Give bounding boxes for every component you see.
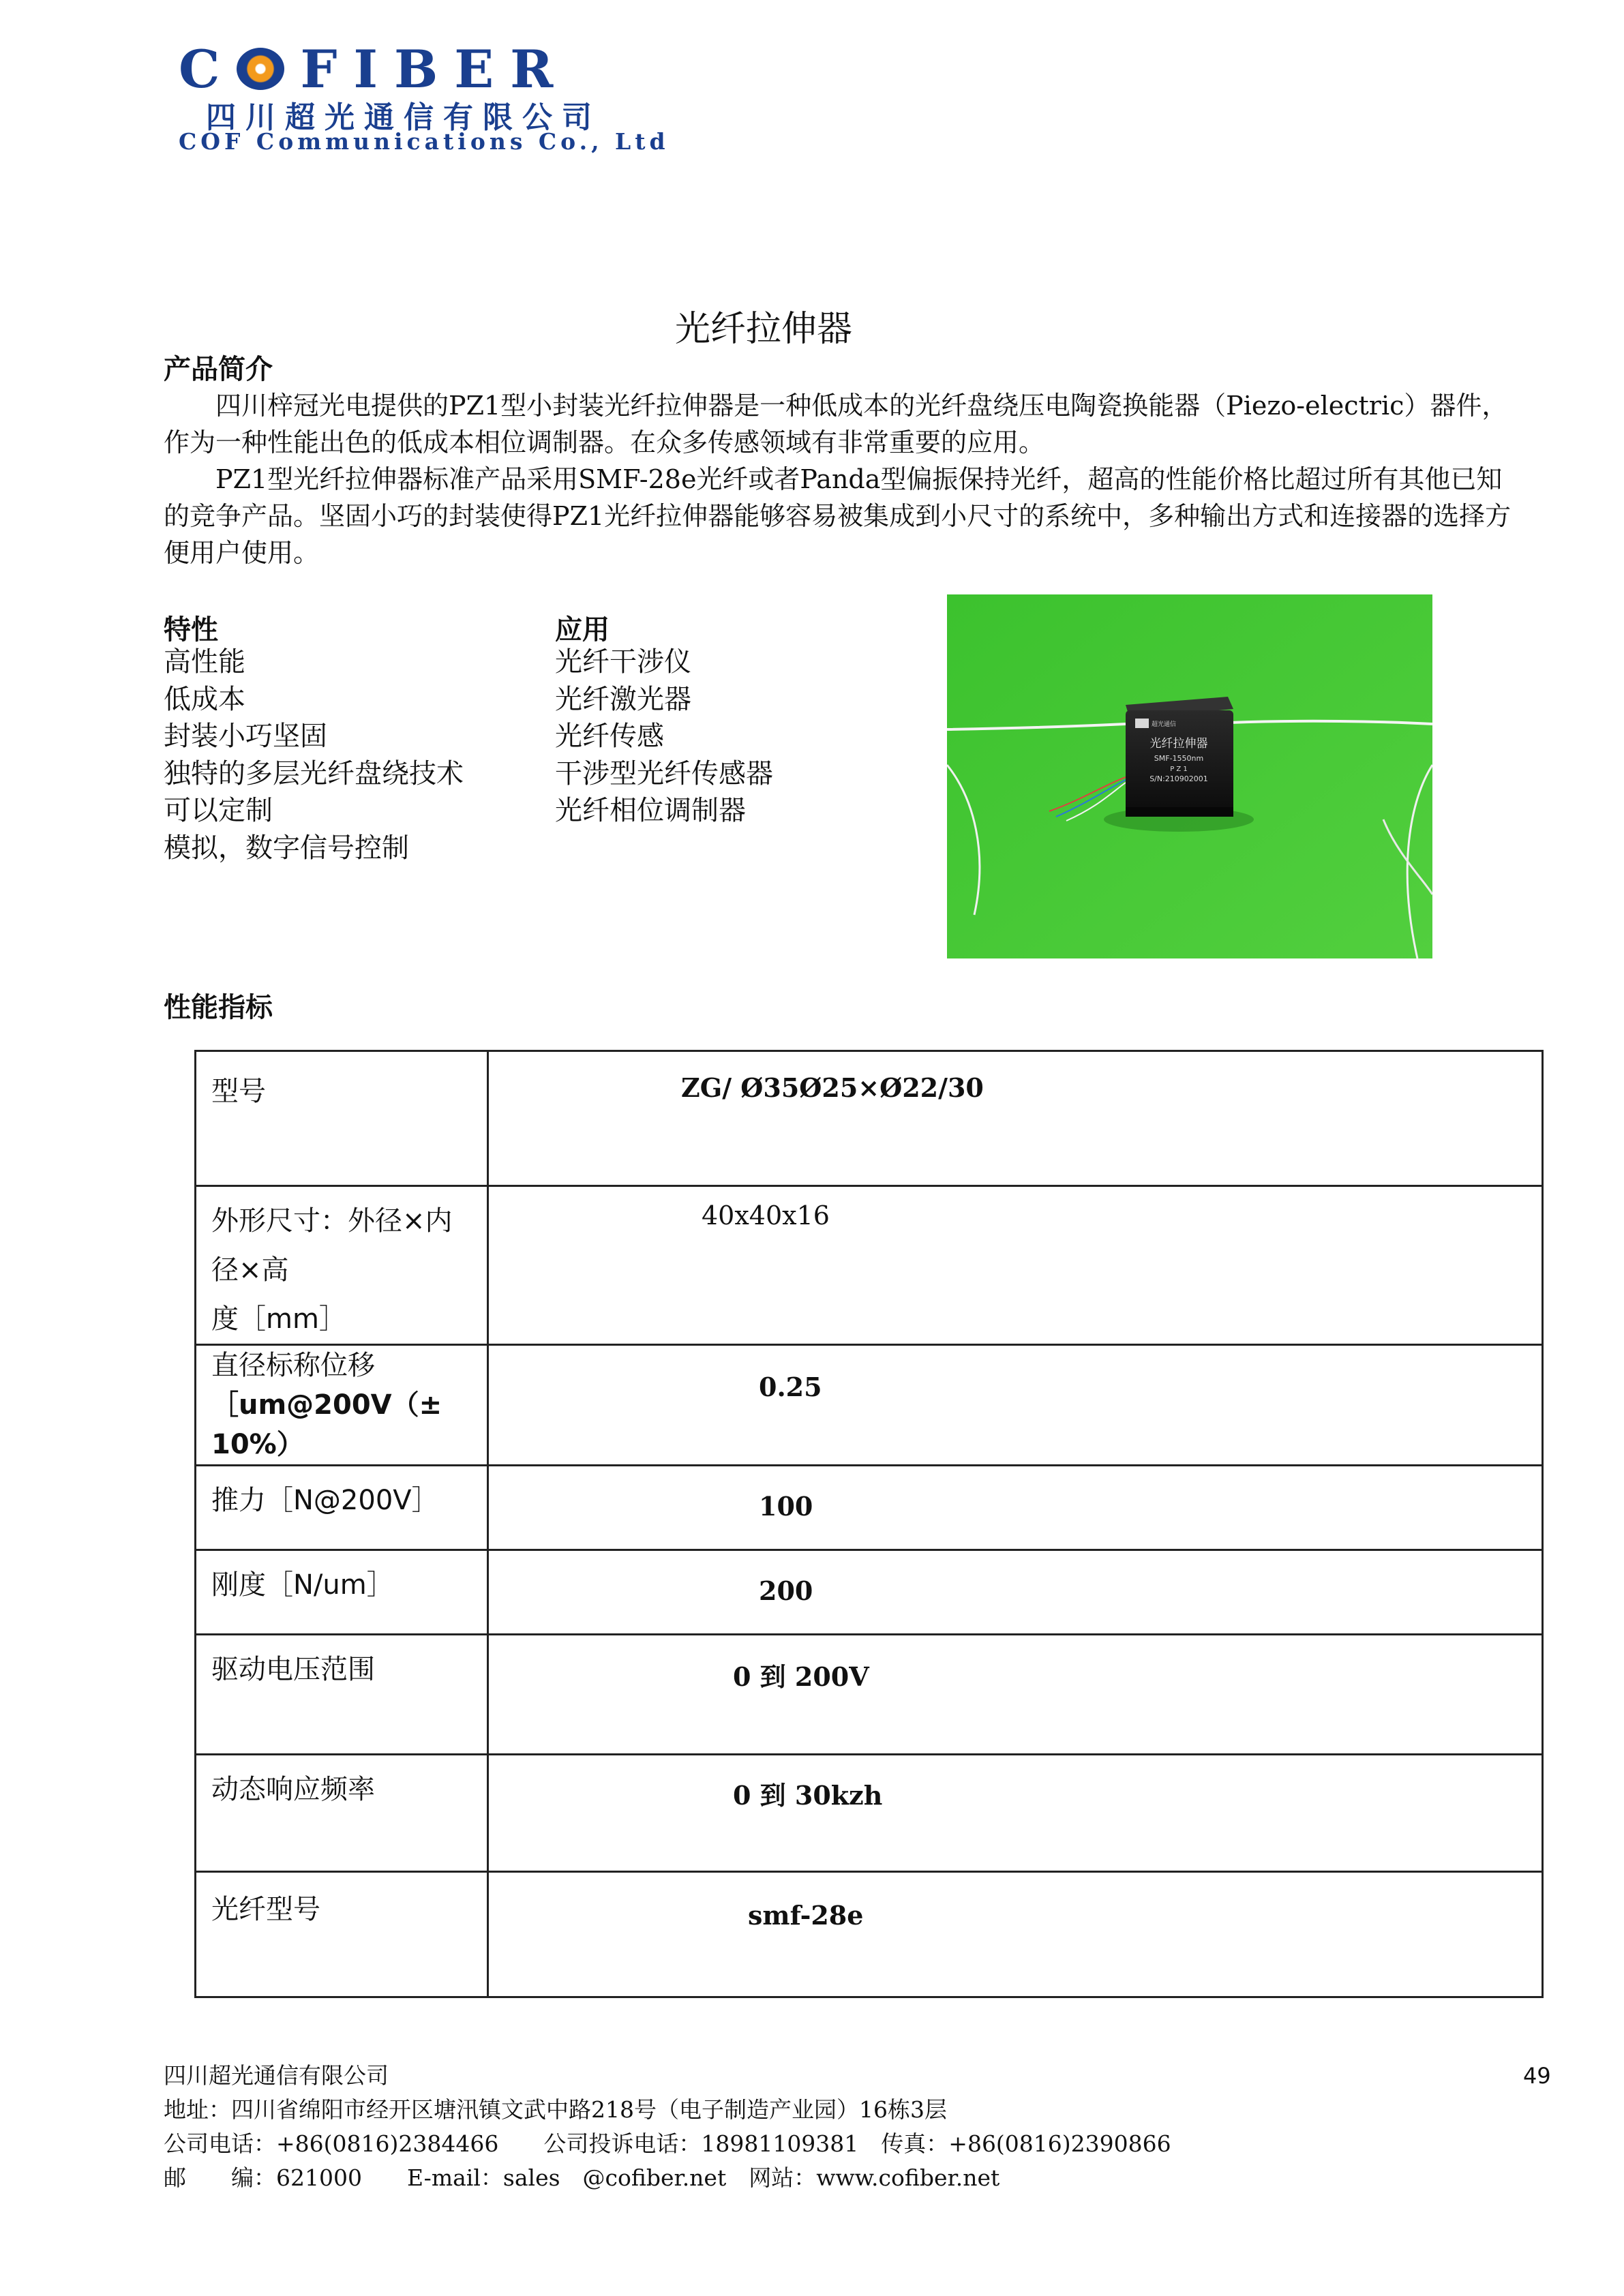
spec-value-cell xyxy=(488,1755,1543,1872)
spec-label-cell: 外形尺寸：外径×内 径×高 度［mm］ xyxy=(196,1186,488,1345)
company-logo xyxy=(179,39,792,155)
list-item: 独特的多层光纤盘绕技术 xyxy=(164,757,464,789)
page-number: 49 xyxy=(1523,2063,1551,2089)
spec-value-cell xyxy=(488,1550,1543,1635)
spec-value-cell xyxy=(488,1051,1543,1186)
photo-label-serial: S/N:210902001 xyxy=(1149,774,1208,783)
table-row xyxy=(196,1635,1543,1755)
logo-wordmark: C FIBER xyxy=(179,39,570,100)
intro-paragraph-2: PZ1型光纤拉伸器标准产品采用SMF-28e光纤或者Panda型偏振保持光纤，超高的性能价格比超过所有其他已知的竞争产品。坚固小巧的封装使得PZ1光纤拉伸器能够容易被集成到小尺寸的系统中，多种输出方式和连接器的选择方便用户使用。 xyxy=(164,464,1512,568)
fiber-stretcher-illustration xyxy=(947,594,1432,958)
list-item: 光纤激光器 xyxy=(555,683,691,715)
features-heading: 特性 xyxy=(164,614,218,646)
applications-heading: 应用 xyxy=(555,614,610,646)
intro-heading: 产品简介 xyxy=(164,354,273,385)
spec-label-cell: 光纤型号 xyxy=(196,1872,488,1997)
spec-value: 100 xyxy=(759,1491,813,1522)
list-item: 低成本 xyxy=(164,683,245,715)
spec-value-cell xyxy=(488,1345,1543,1466)
spec-heading: 性能指标 xyxy=(164,992,273,1023)
spec-value: ZG/ Ø35Ø25×Ø22/30 xyxy=(681,1072,984,1103)
list-item: 模拟，数字信号控制 xyxy=(164,832,409,864)
spec-value-cell xyxy=(488,1872,1543,1997)
spec-value: 0 到 200V xyxy=(733,1661,869,1692)
logo-chinese-name: 四川超光通信有限公司 xyxy=(206,100,601,135)
photo-label-line: SMF-1550nm xyxy=(1154,754,1204,763)
footer-contact: 邮 编：621000 E-mail：sales @cofiber.net 网站：www.cofiber.net xyxy=(164,2164,1000,2191)
spec-value: smf-28e xyxy=(748,1900,864,1931)
list-item: 干涉型光纤传感器 xyxy=(555,757,773,789)
footer-address: 地址：四川省绵阳市经开区塘汛镇文武中路218号（电子制造产业园）16栋3层 xyxy=(164,2096,947,2123)
list-item: 封装小巧坚固 xyxy=(164,721,327,752)
table-row xyxy=(196,1345,1543,1466)
list-item: 光纤传感 xyxy=(555,721,664,752)
spec-value: 0.25 xyxy=(759,1372,822,1402)
spec-label-cell: 刚度［N/um］ xyxy=(196,1550,488,1635)
spec-table xyxy=(194,1050,1544,1998)
table-row xyxy=(196,1466,1543,1550)
spec-value-cell xyxy=(488,1635,1543,1755)
spec-label-cell: 型号 xyxy=(196,1051,488,1186)
spec-value: 40x40x16 xyxy=(702,1200,830,1230)
spec-label-cell: 直径标称位移 ［um@200V（± 10%） xyxy=(196,1345,488,1466)
list-item: 光纤干涉仪 xyxy=(555,646,691,678)
table-row xyxy=(196,1186,1543,1345)
page-title: 光纤拉伸器 xyxy=(674,309,852,350)
table-row xyxy=(196,1550,1543,1635)
spec-label-cell: 驱动电压范围 xyxy=(196,1635,488,1755)
intro-paragraph-1: 四川梓冠光电提供的PZ1型小封装光纤拉伸器是一种低成本的光纤盘绕压电陶瓷换能器（Piezo-electric）器件，作为一种性能出色的低成本相位调制器。在众多传感领域有非常重要的应用。 xyxy=(164,391,1508,457)
table-row xyxy=(196,1051,1543,1186)
spec-value: 0 到 30kzh xyxy=(733,1780,883,1811)
features-list xyxy=(164,644,464,866)
logo-o-emblem-icon xyxy=(237,48,284,90)
list-item: 可以定制 xyxy=(164,795,273,826)
logo-english-name: COF Communications Co., Ltd xyxy=(179,128,670,155)
photo-label-title: 光纤拉伸器 xyxy=(1149,737,1208,751)
product-photo xyxy=(947,594,1432,958)
spec-value-cell xyxy=(488,1466,1543,1550)
photo-label-line: P Z 1 xyxy=(1170,766,1188,773)
spec-value: 200 xyxy=(759,1575,813,1606)
spec-label-cell: 推力［N@200V］ xyxy=(196,1466,488,1550)
footer-phones: 公司电话：+86(0816)2384466 公司投诉电话：18981109381 传真：+86(0816)2390866 xyxy=(164,2130,1171,2157)
table-row xyxy=(196,1872,1543,1997)
spec-label-cell: 动态响应频率 xyxy=(196,1755,488,1872)
footer-company: 四川超光通信有限公司 xyxy=(164,2062,389,2089)
list-item: 高性能 xyxy=(164,646,245,678)
spec-value-cell xyxy=(488,1186,1543,1345)
applications-list xyxy=(555,644,773,830)
list-item: 光纤相位调制器 xyxy=(555,795,746,826)
svg-text:超光通信: 超光通信 xyxy=(1152,721,1177,728)
table-row xyxy=(196,1755,1543,1872)
